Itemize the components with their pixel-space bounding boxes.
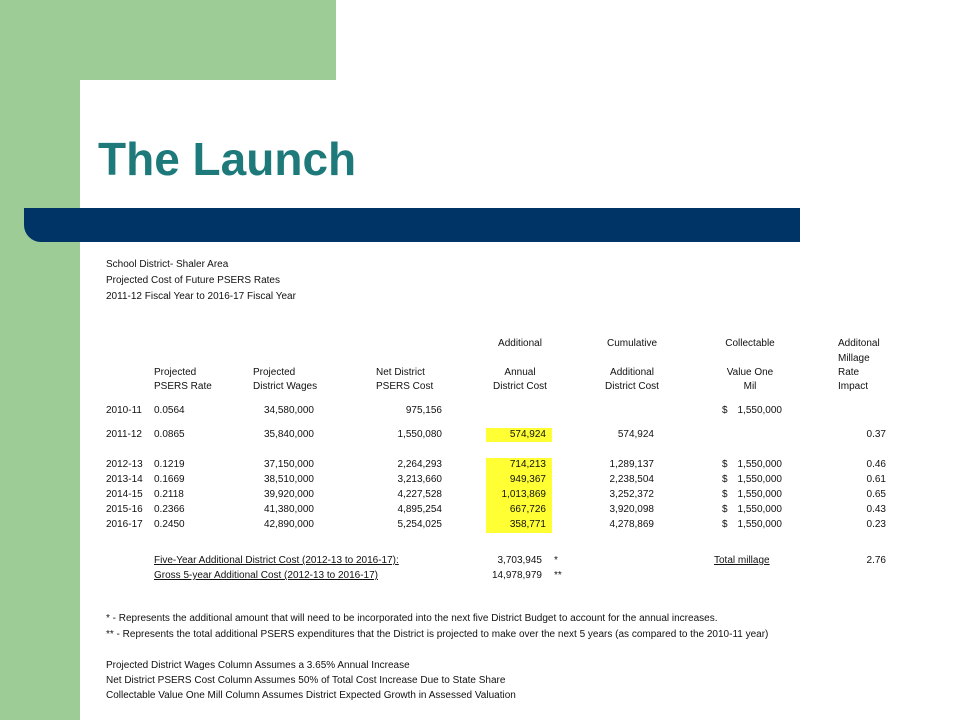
cell-cumulative xyxy=(590,404,654,418)
cell-millage: 0.23 xyxy=(866,519,886,530)
cell-year: 2011-12 xyxy=(106,429,142,440)
cell-collectable: 1,550,000 xyxy=(737,504,782,515)
cell-additional: 949,367 xyxy=(486,473,552,488)
cell-collectable: 1,550,000 xyxy=(737,405,782,416)
cell-dollar: $ xyxy=(722,504,728,515)
col-header-additional: Additional xyxy=(498,338,542,349)
cell-rate: 0.0564 xyxy=(154,405,185,416)
cell-net-cost: 3,213,660 xyxy=(397,474,442,485)
total-millage-value: 2.76 xyxy=(866,555,886,566)
cell-wages: 34,580,000 xyxy=(263,405,314,416)
note-single-star: * - Represents the additional amount that will need to be incorporated into the next five District Budget to account for the annual increases. xyxy=(106,613,718,624)
col-header-rate: PSERS Rate xyxy=(154,381,212,392)
col-header-additional: Annual xyxy=(504,367,536,378)
cell-year: 2014-15 xyxy=(106,489,143,500)
cell-wages: 35,840,000 xyxy=(263,429,314,440)
cell-dollar xyxy=(722,428,732,442)
cell-wages: 37,150,000 xyxy=(263,459,314,470)
assumption-wages: Projected District Wages Column Assumes a 3.65% Annual Increase xyxy=(106,660,410,671)
col-header-millage: Additonal xyxy=(838,338,880,349)
five-year-value: 3,703,945 xyxy=(497,555,542,566)
cell-additional: 714,213 xyxy=(486,458,552,473)
doc-header-title: Projected Cost of Future PSERS Rates xyxy=(106,275,280,286)
cell-additional: 667,726 xyxy=(486,503,552,518)
cell-dollar: $ xyxy=(722,519,728,530)
cell-cumulative: 3,252,372 xyxy=(609,489,654,500)
five-year-label: Five-Year Additional District Cost (2012-13 to 2016-17): xyxy=(154,555,399,566)
cell-net-cost: 5,254,025 xyxy=(397,519,442,530)
cell-millage xyxy=(842,404,886,418)
col-header-cumulative: Additional xyxy=(610,367,654,378)
cell-millage: 0.65 xyxy=(866,489,886,500)
col-header-wages: Projected xyxy=(253,367,296,378)
cell-net-cost: 2,264,293 xyxy=(397,459,442,470)
cell-additional: 1,013,869 xyxy=(486,488,552,503)
cell-rate: 0.1219 xyxy=(154,459,185,470)
cell-cumulative: 2,238,504 xyxy=(609,474,654,485)
five-year-mark: * xyxy=(554,555,558,566)
cell-net-cost: 4,227,528 xyxy=(397,489,442,500)
gross-mark: ** xyxy=(554,570,562,581)
cell-wages: 42,890,000 xyxy=(263,519,314,530)
col-header-cumulative: Cumulative xyxy=(606,338,658,349)
assumption-net: Net District PSERS Cost Column Assumes 50% of Total Cost Increase Due to State Share xyxy=(106,675,506,686)
col-header-cumulative: District Cost xyxy=(605,381,659,392)
cell-millage: 0.61 xyxy=(866,474,886,485)
cell-wages: 41,380,000 xyxy=(263,504,314,515)
cell-net-cost: 4,895,254 xyxy=(397,504,442,515)
green-accent-left xyxy=(0,0,80,720)
total-millage-label: Total millage xyxy=(714,555,770,566)
cell-year: 2016-17 xyxy=(106,519,143,530)
cell-collectable: 1,550,000 xyxy=(737,489,782,500)
doc-header-district: School District- Shaler Area xyxy=(106,259,229,270)
col-header-net: Net District xyxy=(376,367,425,378)
col-header-collectable: Collectable xyxy=(725,338,775,349)
cell-collectable xyxy=(736,428,782,442)
gross-label: Gross 5-year Additional Cost (2012-13 to 2016-17) xyxy=(154,570,379,581)
cell-rate: 0.0865 xyxy=(154,429,185,440)
col-header-wages: District Wages xyxy=(253,381,318,392)
cell-wages: 38,510,000 xyxy=(263,474,314,485)
col-header-additional: District Cost xyxy=(493,381,547,392)
col-header-net: PSERS Cost xyxy=(376,381,434,392)
slide-title: The Launch xyxy=(98,133,357,185)
cell-dollar: $ xyxy=(722,489,728,500)
cell-year: 2012-13 xyxy=(106,459,143,470)
doc-header-period: 2011-12 Fiscal Year to 2016-17 Fiscal Year xyxy=(106,291,296,302)
cell-cumulative: 3,920,098 xyxy=(609,504,654,515)
cell-rate: 0.2366 xyxy=(154,504,185,515)
cell-millage: 0.37 xyxy=(866,429,886,440)
cell-year: 2013-14 xyxy=(106,474,143,485)
cell-millage: 0.46 xyxy=(866,459,886,470)
col-header-millage: Rate xyxy=(838,367,860,378)
cell-collectable: 1,550,000 xyxy=(737,459,782,470)
assumption-collectable: Collectable Value One Mill Column Assumes District Expected Growth in Assessed Valuation xyxy=(106,690,516,701)
cell-dollar: $ xyxy=(722,405,728,416)
col-header-millage: Impact xyxy=(838,381,869,392)
cell-collectable: 1,550,000 xyxy=(737,519,782,530)
cell-dollar: $ xyxy=(722,474,728,485)
col-header-millage: Millage xyxy=(838,353,870,364)
title-bar xyxy=(24,208,800,242)
cell-wages: 39,920,000 xyxy=(263,489,314,500)
cell-rate: 0.2118 xyxy=(154,489,184,500)
cell-year: 2010-11 xyxy=(106,405,142,416)
cell-dollar: $ xyxy=(722,459,728,470)
gross-value: 14,978,979 xyxy=(491,570,542,581)
cell-year: 2015-16 xyxy=(106,504,143,515)
cell-cumulative: 1,289,137 xyxy=(609,459,654,470)
col-header-collectable: Value One xyxy=(726,367,774,378)
cell-cumulative: 574,924 xyxy=(617,429,654,440)
note-double-star: ** - Represents the total additional PSERS expenditures that the District is projected to make over the next 5 years (as compared to the 2010-11 year) xyxy=(106,629,769,640)
col-header-collectable: Mil xyxy=(743,381,757,392)
cell-additional xyxy=(486,404,552,418)
cell-additional: 358,771 xyxy=(486,518,552,533)
cell-collectable: 1,550,000 xyxy=(737,474,782,485)
cell-rate: 0.1669 xyxy=(154,474,185,485)
cell-rate: 0.2450 xyxy=(154,519,185,530)
cell-additional: 574,924 xyxy=(486,428,552,442)
cell-millage: 0.43 xyxy=(866,504,886,515)
content-corner xyxy=(80,80,140,140)
cell-cumulative: 4,278,869 xyxy=(609,519,654,530)
cell-net-cost: 975,156 xyxy=(405,405,442,416)
col-header-rate: Projected xyxy=(154,367,197,378)
cell-net-cost: 1,550,080 xyxy=(397,429,442,440)
